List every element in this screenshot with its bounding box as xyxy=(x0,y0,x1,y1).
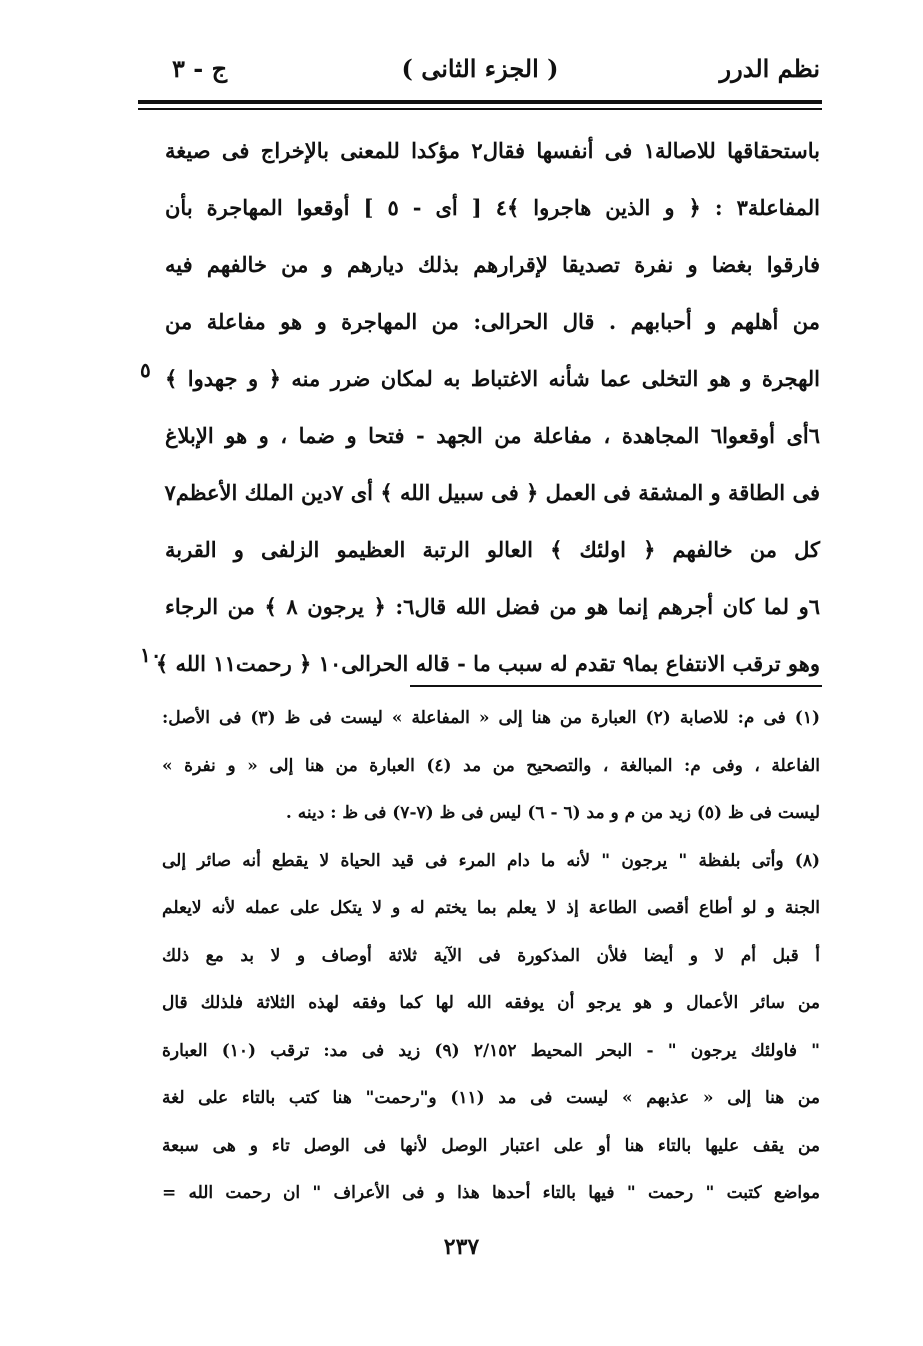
footnote-line: من هنا إلى « عذبهم » ليست فى مد (١١) و"رحمت" هنا كتب بالتاء على لغة xyxy=(162,1088,820,1108)
header-rule-thin xyxy=(138,108,822,110)
main-text xyxy=(155,122,821,692)
text-line: ٦و لما كان أجرهم إنما هو من فضل الله قال٦: ﴿ يرجون ٨ ﴾ من الرجاء xyxy=(165,594,820,619)
text-line: ٦أى أوقعوا٦ المجاهدة ، مفاعلة من الجهد - فتحا و ضما ، و هو الإبلاغ xyxy=(165,423,820,448)
footnote-line: (١) فى م: للاصابة (٢) العبارة من هنا إلى « المفاعلة » ليست فى ظ (٣) فى الأصل: xyxy=(162,708,820,728)
footnote-line: " فاولئك يرجون " - البحر المحيط ٢/١٥٢ (٩) زيد فى مد: ترقب (١٠) العبارة xyxy=(162,1040,820,1061)
margin-line-number-10: ١٠ xyxy=(140,643,162,667)
text-line: فى الطاقة و المشقة فى العمل ﴿ فى سبيل الله ﴾ أى ٧دين الملك الأعظم٧ xyxy=(164,480,820,505)
footnote-line: الفاعلة ، وفى م: المبالغة ، والتصحيح من مد (٤) العبارة من هنا إلى « و نفرة » xyxy=(162,755,820,776)
text-line: الهجرة و هو التخلى عما شأنه الاغتباط به لمكان ضرر منه ﴿ و جهدوا ﴾ xyxy=(165,366,820,391)
text-line: وهو ترقب الانتفاع بما٩ تقدم له سبب ما - قاله الحرالى١٠ ﴿ رحمت١١ الله ﴾ xyxy=(155,651,820,676)
margin-line-number-5: ٥ xyxy=(140,358,151,382)
footnote-line: (٨) وأتى بلفظة " يرجون " لأنه ما دام المرء فى قيد الحياة لا يقطع أنه صائر إلى xyxy=(162,850,820,871)
footnote-line: الجنة و لو أطاع أقصى الطاعة إذ لا يعلم بما يختم له و لا يتكل على عمله لأنه لايعلم xyxy=(162,898,820,918)
text-line: فارقوا بغضا و نفرة تصديقا لإقرارهم بذلك ديارهم و من خالفهم فيه xyxy=(165,252,820,277)
text-line: من أهلهم و أحبابهم . قال الحرالى: من المهاجرة و هو مفاعلة من xyxy=(165,309,820,334)
text-line: كل من خالفهم ﴿ اولئك ﴾ العالو الرتبة العظيمو الزلفى و القربة xyxy=(165,537,820,562)
book-title: نظم الدرر xyxy=(719,54,820,83)
page-number: ٢٣٧ xyxy=(443,1234,480,1260)
footnote-line: من يقف عليها بالتاء هنا أو على اعتبار الوصل لأنها فى الوصل تاء و هى سبعة xyxy=(162,1135,820,1156)
footnote-line: مواضع كتبت " رحمت " فيها بالتاء أحدها هذا و فى الأعراف " ان رحمت الله = xyxy=(162,1183,820,1203)
footnote-line: من سائر الأعمال و هو يرجو أن يوفقه الله لها كما وفقه لهذه الثلاثة فلذلك قال xyxy=(162,993,820,1013)
footnotes xyxy=(162,695,820,1218)
text-line: المفاعلة٣ : ﴿ و الذين هاجروا ﴾٤ [ أى - ٥ ] أوقعوا المهاجرة بأن xyxy=(165,195,821,220)
footnote-separator xyxy=(410,685,822,687)
header-rule-thick xyxy=(138,100,822,104)
footnote-line: ليست فى ظ (٥) زيد من م و مد (٦ - ٦) ليس فى ظ (٧-٧) فى ظ : دينه . xyxy=(285,803,820,823)
volume-label: ج - ٣ xyxy=(172,54,228,83)
footnote-line: أ قبل أم لا و أيضا فلأن المذكورة فى الآية ثلاثة أوصاف و لا بد مع ذلك xyxy=(162,945,820,966)
part-label: ( الجزء الثانى ) xyxy=(401,54,559,83)
text-line: باستحقاقها للاصالة١ فى أنفسها فقال٢ مؤكدا للمعنى بالإخراج فى صيغة xyxy=(165,138,820,163)
running-header xyxy=(140,42,820,92)
